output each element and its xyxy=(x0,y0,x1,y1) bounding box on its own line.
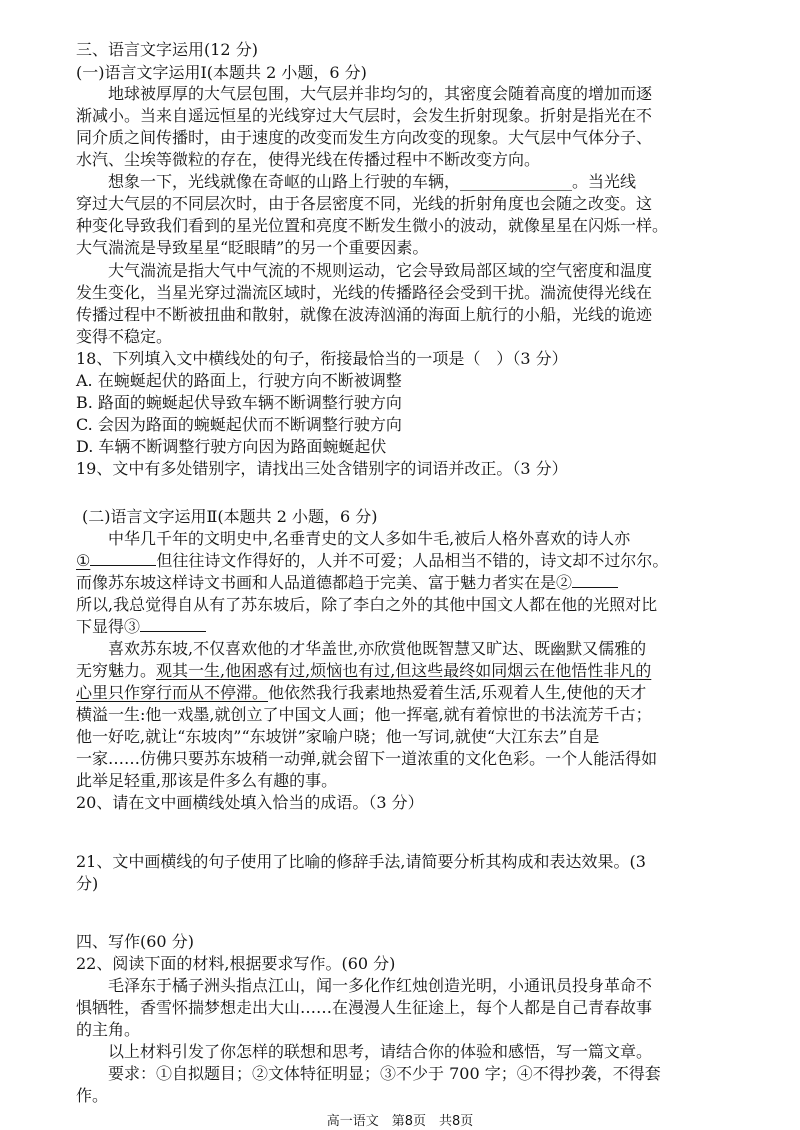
passage4-line: 喜欢苏东坡,不仅喜欢他的才华盖世,亦欣赏他既智慧又旷达、既幽默又儒雅的 xyxy=(108,639,647,658)
passage3-line: 大气湍流是指大气中气流的不规则运动，它会导致局部区域的空气密度和温度 xyxy=(108,261,653,280)
underlined-sentence: 观其一生,他困惑有过,烦恼也有过,但这些最终如同烟云在他悟性非凡的 xyxy=(156,661,652,680)
passage4-line xyxy=(76,617,726,637)
passage4-text: 而像苏东坡这样诗文书画和人品道德都趋于完美、富于魅力者实在是② xyxy=(76,573,573,592)
passage4-line xyxy=(76,661,726,681)
question-21-cont: 分) xyxy=(76,874,99,893)
passage4-text: 无穷魅力。 xyxy=(76,661,157,680)
passage4-line: 他一好吃,就让“东坡肉”“东坡饼”家喻户晓；他一写词,就使“大江东去”自是 xyxy=(76,727,600,746)
fill-blank: ______________。当光线 xyxy=(460,172,637,191)
passage4-line: 横溢一生:他一戏墨,就创立了中国文人画；他一挥毫,就有着惊世的书法流芳千古； xyxy=(76,705,652,724)
passage2-line: 种变化导致我们看到的星光位置和亮度不断发生微小的波动，就像星星在闪烁一样。 xyxy=(76,216,669,235)
passage1-line: 渐减小。当来自遥远恒星的光线穿过大气层时，会发生折射现象。折射是指光在不 xyxy=(76,106,653,125)
option-d: D. 车辆不断调整行驶方向因为路面蜿蜒起伏 xyxy=(76,437,387,456)
passage1-line: 地球被厚厚的大气层包围，大气层并非均匀的，其密度会随着高度的增加而逐 xyxy=(108,84,653,103)
passage4-line: 所以,我总觉得自从有了苏东坡后，除了李白之外的其他中国文人都在他的光照对比 xyxy=(76,595,658,614)
passage4-text: 但往往诗文作得好的，人并不可爱；人品相当不错的，诗文却不过尔尔。 xyxy=(156,551,669,570)
blank-1-marker: ① xyxy=(76,551,91,570)
passage3-line: 变得不稳定。 xyxy=(76,327,173,346)
requirements-line: 作。 xyxy=(76,1086,109,1105)
passage4-line: 此举足轻重,那该是件多么有趣的事。 xyxy=(76,771,338,790)
question-20: 20、请在文中画横线处填入恰当的成语。（3 分） xyxy=(76,793,424,812)
passage4-line xyxy=(76,551,726,571)
passage4-line: 中华几千年的文明史中,名垂青史的文人多如牛毛,被后人格外喜欢的诗人亦 xyxy=(108,529,631,548)
question-18: 18、下列填入文中横线处的句子，衔接最恰当的一项是（ ）（3 分） xyxy=(76,349,568,368)
passage4-line xyxy=(76,683,726,703)
blank-2 xyxy=(572,573,618,588)
passage2-line xyxy=(108,172,726,192)
passage1-line: 水汽、尘埃等微粒的存在，使得光线在传播过程中不断改变方向。 xyxy=(76,150,541,169)
option-a: A. 在蜿蜒起伏的路面上，行驶方向不断被调整 xyxy=(76,371,402,390)
passage2-line: 大气湍流是导致星星“眨眼睛”的另一个重要因素。 xyxy=(76,238,429,257)
blank-3 xyxy=(140,617,206,632)
passage4-text: 他依然我行我素地热爱着生活,乐观着人生,使他的天才 xyxy=(268,683,647,702)
passage2-line: 穿过大气层的不同层次时，由于各层密度不同，光线的折射角度也会随之改变。这 xyxy=(76,194,653,213)
question-19: 19、文中有多处错别字，请找出三处含错别字的词语并改正。（3 分） xyxy=(76,459,568,478)
passage4-line: 一家……仿佛只要苏东坡稍一动弹,就会留下一道浓重的文化色彩。一个人能活得如 xyxy=(76,749,658,768)
underlined-sentence: 心里只作穿行而从不停滞。 xyxy=(76,683,269,702)
material-line: 毛泽东于橘子洲头指点江山，闻一多化作红烛创造光明，小通讯员投身革命不 xyxy=(108,976,653,995)
page-footer: 高一语文 第8页 共8页 xyxy=(326,1114,474,1129)
passage1-line: 同介质之间传播时，由于速度的改变而发生方向改变的现象。大气层中气体分子、 xyxy=(76,128,653,147)
part2-title: (二)语言文字运用Ⅱ(本题共 2 小题，6 分) xyxy=(82,507,378,526)
passage3-line: 发生变化，当星光穿过湍流区域时，光线的传播路径会受到干扰。湍流使得光线在 xyxy=(76,283,653,302)
blank-1 xyxy=(90,551,156,566)
question-21: 21、文中画横线的句子使用了比喻的修辞手法,请简要分析其构成和表达效果。(3 xyxy=(76,852,646,871)
option-b: B. 路面的蜿蜒起伏导致车辆不断调整行驶方向 xyxy=(76,393,402,412)
section4-title: 四、写作(60 分) xyxy=(76,932,194,951)
requirements-line: 要求：①自拟题目；②文体特征明显；③不少于 700 字；④不得抄袭，不得套 xyxy=(108,1064,661,1083)
section3-title: 三、语言文字运用(12 分) xyxy=(76,40,258,59)
material-line: 惧牺牲，香雪怀揣梦想走出大山……在漫漫人生征途上，每个人都是自己青春故事 xyxy=(76,998,653,1017)
part1-title: (一)语言文字运用Ⅰ(本题共 2 小题，6 分) xyxy=(76,63,367,82)
passage2-text: 想象一下，光线就像在奇岖的山路上行驶的车辆， xyxy=(108,172,461,191)
passage3-line: 传播过程中不断被扭曲和散射，就像在波涛汹涌的海面上航行的小船，光线的诡迹 xyxy=(76,305,653,324)
question-22: 22、阅读下面的材料,根据要求写作。(60 分) xyxy=(76,954,396,973)
prompt-line: 以上材料引发了你怎样的联想和思考，请结合你的体验和感悟，写一篇文章。 xyxy=(108,1042,653,1061)
option-c: C. 会因为路面的蜿蜒起伏而不断调整行驶方向 xyxy=(76,415,402,434)
material-line: 的主角。 xyxy=(76,1020,141,1039)
passage4-line xyxy=(76,573,726,593)
passage4-text: 下显得③ xyxy=(76,617,141,636)
